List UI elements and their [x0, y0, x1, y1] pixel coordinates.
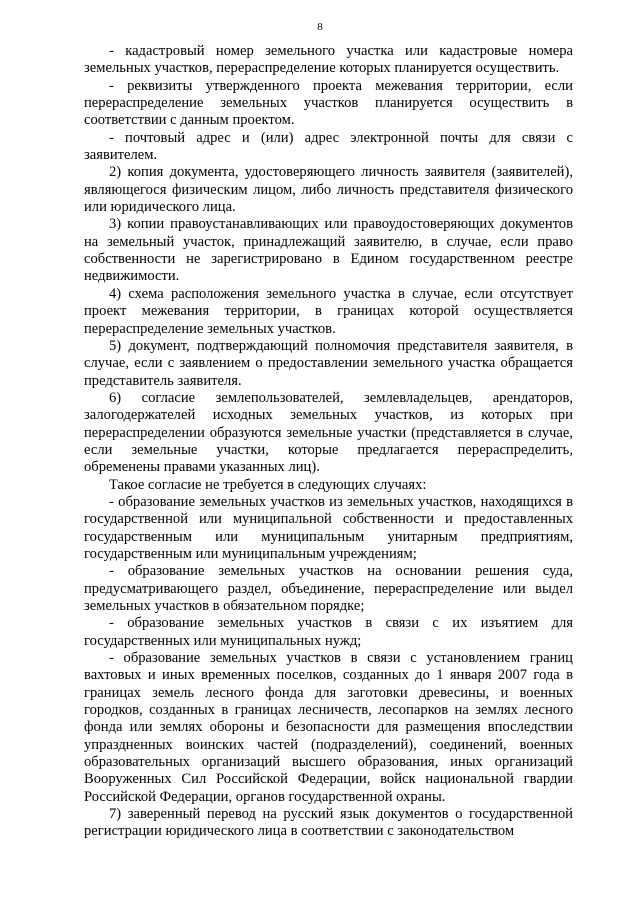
paragraph-exception-seizure: - образование земельных участков в связи с их изъятием для государственных или муниципальных нужд; — [84, 615, 573, 649]
paragraph-consent-not-required: Такое согласие не требуется в следующих случаях: — [109, 476, 427, 493]
paragraph-exception-state-property: - образование земельных участков из земельных участков, находящихся в государственной или муниципальной собственности и предоставленных государственным или муниципальным унитарным предприятиям, государственным или муниципальным учреждениям; — [84, 493, 573, 562]
paragraph-exception-temporary-settlements: - образование земельных участков в связи с установлением границ вахтовых и иных временных поселков, созданных до 1 января 2007 года в границах земель лесного фонда для заготовки древесины, и военных городков, созданных в границах лесничеств, лесопарков на землях лесного фонда или землях обороны и безопасности для размещения впоследствии упраздненных воинских частей (подразделений), соединений, военных образовательных организаций высшего образования, иных организаций Вооруженных Сил Российской Федерации, войск национальной гвардии Российской Федерации, органов государственной охраны. — [84, 650, 573, 805]
paragraph-cadastral-number: - кадастровый номер земельного участка или кадастровые номера земельных участков, перераспределение которых планируется осуществить. — [84, 43, 573, 77]
page-number: 8 — [317, 21, 323, 33]
paragraph-item-2: 2) копия документа, удостоверяющего личность заявителя (заявителей), являющегося физическим лицом, либо личность представителя физического или юридического лица. — [84, 164, 573, 216]
paragraph-item-6: 6) согласие землепользователей, землевладельцев, арендаторов, залогодержателей исходных земельных участков, из которых при перераспределении образуются земельные участки (представляется в случае, если земельные участки, которые предлагается перераспределить, обременены правами указанных лиц). — [84, 389, 573, 476]
paragraph-item-4: 4) схема расположения земельного участка в случае, если отсутствует проект межевания территории, в границах которой осуществляется перераспределение земельных участков. — [84, 285, 573, 337]
paragraph-item-3: 3) копии правоустанавливающих или правоудостоверяющих документов на земельный участок, принадлежащий заявителю, в случае, если право собственности не зарегистрировано в Едином государственном реестре недвижимости. — [84, 216, 573, 285]
paragraph-item-5: 5) документ, подтверждающий полномочия представителя заявителя, в случае, если с заявлением о предоставлении земельного участка обращается представитель заявителя. — [84, 337, 573, 389]
paragraph-contact-address: - почтовый адрес и (или) адрес электронной почты для связи с заявителем. — [84, 129, 573, 164]
paragraph-exception-court-decision: - образование земельных участков на основании решения суда, предусматривающего раздел, объединение, перераспределение или выдел земельных участков в обязательном порядке; — [84, 563, 573, 614]
paragraph-item-7: 7) заверенный перевод на русский язык документов о государственной регистрации юридического лица в соответствии с законодательством — [84, 806, 573, 840]
document-body — [84, 43, 573, 841]
paragraph-survey-project: - реквизиты утвержденного проекта межевания территории, если перераспределение земельных участков планируется осуществить в соответствии с данным проектом. — [84, 77, 573, 129]
